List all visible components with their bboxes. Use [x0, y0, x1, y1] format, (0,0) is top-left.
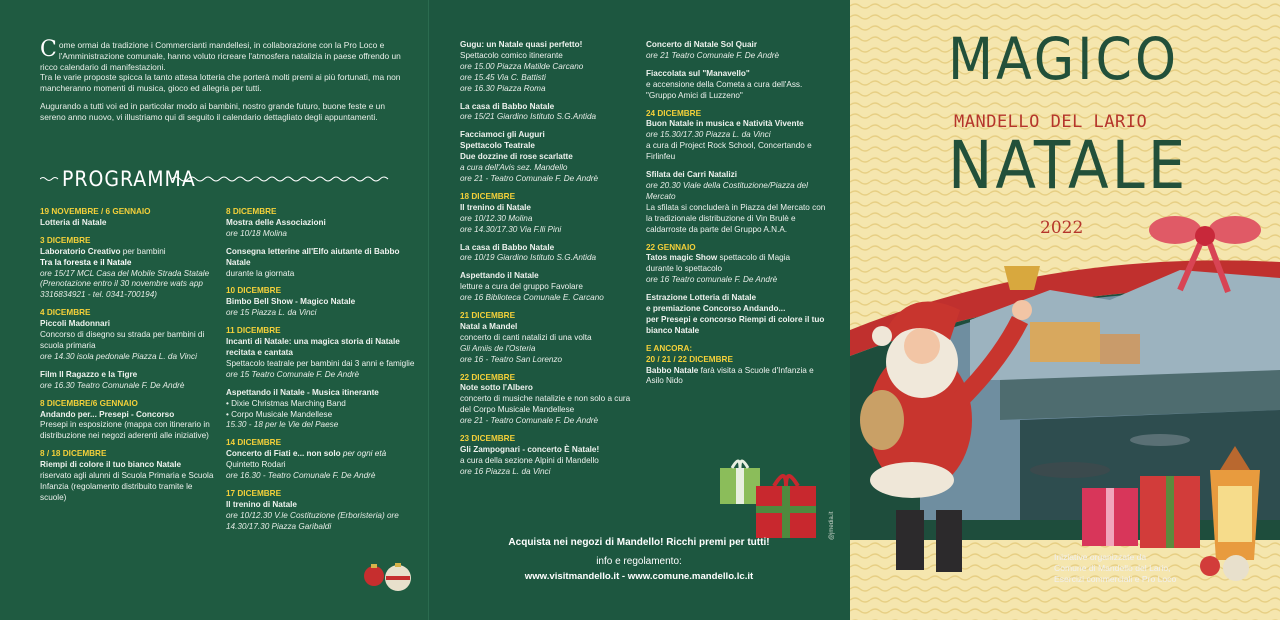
program-event [226, 388, 416, 432]
program-event [40, 449, 220, 504]
event-date: 19 NOVEMBRE / 6 GENNAIO [40, 207, 151, 216]
event-description: durante lo spettacolo [646, 264, 723, 274]
programma-heading [40, 166, 400, 192]
event-title-line [646, 170, 826, 181]
program-event [226, 438, 416, 482]
event-title-suffix: per bambini [120, 246, 166, 256]
event-title-line [40, 460, 220, 471]
event-title-line [460, 102, 640, 113]
event-title: Bimbo Bell Show - Magico Natale [226, 297, 356, 307]
event-description: • Dixie Christmas Marching Band • Corpo Musicale Mandellese [226, 398, 346, 419]
event-time-place: ore 15 Piazza L. da Vinci [226, 308, 317, 318]
event-time-place: ore 10/19 Giardino Istituto S.G.Antida [460, 253, 597, 263]
purchase-footer [428, 537, 850, 582]
event-title-line [460, 40, 640, 51]
intro-text [40, 37, 402, 129]
event-title-line [646, 253, 826, 264]
event-time-place: ore 10/12.30 Molina ore 14.30/17.30 Via F.lli Pini [460, 213, 562, 234]
event-time-place: ore 21 - Teatro Comunale F. De Andrè [460, 416, 599, 426]
event-date: 24 DICEMBRE [646, 108, 702, 118]
event-description: e accensione della Cometa a cura dell'Ass. "Gruppo Amici di Luzzeno" [646, 79, 803, 100]
event-time-place: ore 10/12.30 V.le Costituzione (Erboristeria) ore 14.30/17.30 Piazza Garibaldi [226, 510, 399, 531]
event-title: Concerto di Fiati e... non solo [226, 449, 341, 459]
program-column-c [460, 40, 640, 485]
event-title: Piccoli Madonnari [40, 319, 111, 329]
dropcap: C [40, 37, 57, 62]
event-time-place: ore 15 Teatro Comunale F. De Andrè [226, 369, 360, 379]
intro-paragraph-1b: Tra le varie proposte spicca la tanto attesa lotteria che porterà molti premi ai più fortunati, ma non mancheranno momenti di musica, gioco ed allegria per tutti. [40, 72, 401, 93]
gift-boxes-icon [716, 456, 826, 540]
event-date: 23 DICEMBRE [460, 434, 516, 444]
event-description: Concorso di disegno su strada per bambini di scuola primaria [40, 330, 205, 350]
program-event [460, 271, 640, 304]
event-time-place: ore 10/18 Molina [226, 228, 287, 238]
event-title-line [40, 370, 220, 381]
ornaments-icon [360, 556, 420, 596]
event-time-place: Gli Amiis de l'Osteria ore 16 - Teatro San Lorenzo [460, 343, 563, 364]
event-title-line [226, 337, 416, 359]
event-title: Fiaccolata sul "Manavello" [646, 68, 750, 78]
event-date: 8 / 18 DICEMBRE [40, 449, 107, 459]
event-time-place: ore 21 Teatro Comunale F. De Andrè [646, 50, 780, 60]
event-date: 3 DICEMBRE [40, 235, 91, 245]
program-event [646, 243, 826, 287]
event-title: Babbo Natale [646, 365, 699, 375]
event-time-place: ore 15/17 MCL Casa del Mobile Strada Statale (Prenotazione entro il 30 novembre wats app 3316834921 - tel. 0341-700194) [40, 268, 210, 300]
programma-title: PROGRAMMA [62, 167, 196, 191]
event-date: 21 DICEMBRE [460, 311, 516, 321]
event-title: Aspettando il Natale [460, 271, 539, 281]
event-title: Laboratorio Creativo [40, 246, 121, 256]
event-description: a cura della sezione Alpini di Mandello [460, 455, 599, 465]
event-time-place: a cura dell'Avis sez. Mandello ore 21 - Teatro Comunale F. De Andrè [460, 163, 599, 183]
event-description: Spettacolo comico itinerante [460, 50, 563, 60]
program-column-d [646, 40, 826, 394]
event-time-place: ore 16.30 Teatro Comunale F. De Andrè [40, 380, 185, 390]
footer-websites[interactable]: www.visitmandello.it - www.comune.mandello.lc.it [524, 571, 754, 582]
event-description: riservato agli alunni di Scuola Primaria e Scuola Infanzia (regolamento distribuito tramite le scuole) [40, 471, 214, 502]
event-title-line [646, 40, 826, 51]
event-title: Incanti di Natale: una magica storia di Natale recitata e cantata [226, 337, 400, 357]
event-time-place: ore 15.00 Piazza Matilde Carcano ore 15.45 Via C. Battisti ore 16.30 Piazza Roma [460, 61, 584, 93]
cover-subtitle: MANDELLO DEL LARIO [954, 112, 1148, 132]
event-time-place: ore 15.30/17.30 Piazza L. da Vinci [646, 130, 771, 140]
event-description: La sfilata si concluderà in Piazza del Mercato con la tradizionale distribuzione di Vin Brulè e caldarroste da parte del Gruppo A.N.A. [646, 202, 826, 234]
footer-slogan: Acquista nei negozi di Mandello! Ricchi premi per tutti! [508, 537, 770, 548]
event-time-place: ore 16 Teatro comunale F. De Andrè [646, 275, 778, 285]
program-event [226, 207, 416, 240]
event-title-line [460, 271, 640, 282]
event-time-place: 15.30 - 18 per le Vie del Paese [226, 420, 339, 430]
event-title-suffix: per ogni età [340, 449, 387, 459]
event-date: E ANCORA: 20 / 21 / 22 DICEMBRE [646, 343, 733, 364]
event-title: Aspettando il Natale - Musica itinerante [226, 387, 379, 397]
organizers-note: Iniziative organizzate da Comune di Mandello del Lario, Esercizi commerciali e Pro Loco [1054, 552, 1177, 585]
event-description: concerto di canti natalizi di una volta [460, 332, 592, 342]
event-date: 22 DICEMBRE [460, 372, 516, 382]
program-event [460, 192, 640, 236]
event-title: Estrazione Lotteria di Natale e premiazione Concorso Andando... per Presepi e concorso Riempi di colore il tuo bianco Natale [646, 293, 825, 335]
santa-lake-illustration [850, 0, 1280, 620]
event-description: concerto di musiche natalizie e non solo a cura del Corpo Musicale Mandellese [460, 394, 631, 415]
program-event [40, 236, 220, 301]
event-date: 8 DICEMBRE/6 GENNAIO [40, 398, 138, 408]
footer-info-label: info e regolamento: [596, 556, 682, 567]
event-date: 4 DICEMBRE [40, 308, 91, 318]
event-title-line [460, 243, 640, 254]
event-title: Mostra delle Associazioni [226, 217, 326, 227]
event-time-place: ore 16.30 - Teatro Comunale F. De Andrè [226, 471, 376, 481]
program-event [646, 69, 826, 102]
event-date: 18 DICEMBRE [460, 191, 516, 201]
event-description: Quintetto Rodari [226, 460, 286, 470]
program-event [40, 370, 220, 392]
event-description: a cura di Project Rock School, Concertando e Firlinfeu [646, 141, 812, 162]
event-title: Consegna letterine all'Elfo aiutante di Babbo Natale [226, 246, 400, 267]
program-event [646, 40, 826, 62]
intro-paragraph-2: Augurando a tutti voi ed in particolar modo ai bambini, nostro grande futuro, buone feste e un sereno anno nuovo, vi illustriamo qui di seguito il calendario dettagliato degli appuntamenti. [40, 100, 385, 122]
event-date: 8 DICEMBRE [226, 207, 277, 216]
event-subtitle: Tra la foresta e il Natale [40, 257, 132, 267]
event-description: Presepi in esposizione (mappa con itinerario in distribuzione nei negozi aderenti alle iniziative) [40, 420, 210, 441]
program-event [460, 373, 640, 428]
event-title-line [40, 410, 220, 421]
event-time-place: ore 16 Biblioteca Comunale E. Carcano [460, 293, 604, 303]
program-event [460, 40, 640, 95]
event-title-line [226, 297, 416, 308]
event-title: Riempi di colore il tuo bianco Natale [40, 460, 182, 470]
program-event [460, 311, 640, 366]
event-title: La casa di Babbo Natale [460, 101, 555, 111]
event-title: Film Il Ragazzo e la Tigre [40, 369, 138, 379]
program-event [226, 247, 416, 280]
event-time-place: ore 16 Piazza L. da Vinci [460, 466, 551, 476]
event-title-line [226, 449, 416, 460]
cover-title-natale: NATALE [948, 127, 1189, 204]
program-event [226, 489, 416, 533]
event-title: Sfilata dei Carri Natalizi [646, 170, 738, 180]
intro-panel [0, 0, 428, 620]
event-title: Il trenino di Natale [460, 202, 531, 212]
cover-year: 2022 [1040, 218, 1084, 238]
program-event [40, 308, 220, 363]
event-title-line [646, 69, 826, 80]
event-title-line [460, 203, 640, 214]
event-title-line [226, 247, 416, 269]
event-title: Il trenino di Natale [226, 499, 297, 509]
event-title-line [646, 293, 826, 337]
program-event [646, 170, 826, 235]
event-date: 11 DICEMBRE [226, 326, 281, 336]
event-title-line [460, 383, 640, 394]
event-title-line [646, 119, 826, 130]
event-title-line [226, 218, 416, 229]
program-column-b [226, 207, 416, 540]
event-title-line [460, 130, 640, 163]
program-event [460, 130, 640, 185]
program-event [646, 344, 826, 388]
event-description: Spettacolo teatrale per bambini dai 3 anni e famiglie [226, 358, 415, 368]
event-title: Natal a Mandel [460, 321, 518, 331]
event-title: Gli Zampognari - concerto È Natale! [460, 445, 600, 454]
event-time-place: ore 20.30 Viale della Costituzione/Piazza del Mercato [646, 180, 808, 201]
event-date: 22 GENNAIO [646, 242, 696, 252]
program-event [40, 399, 220, 443]
event-title-line [40, 218, 220, 229]
program-event [646, 293, 826, 337]
program-column-a [40, 207, 220, 511]
event-title: Andando per... Presepi - Concorso [40, 409, 175, 419]
cover-panel [850, 0, 1280, 620]
event-title: La casa di Babbo Natale [460, 242, 555, 252]
program-event [646, 109, 826, 164]
event-description: letture a cura del gruppo Favolare [460, 282, 583, 292]
program-event [226, 326, 416, 381]
cover-title-magico: MAGICO [948, 25, 1180, 93]
event-title: Buon Natale in musica e Natività Vivente [646, 119, 804, 129]
event-title: Facciamoci gli Auguri Spettacolo Teatrale Due dozzine di rose scarlatte [460, 130, 573, 162]
program-event [226, 286, 416, 319]
event-title: Gugu: un Natale quasi perfetto! [460, 40, 583, 49]
credit-watermark: @jmedia.it [829, 511, 835, 540]
event-time-place: ore 14.30 isola pedonale Piazza L. da Vinci [40, 351, 197, 361]
event-date: 17 DICEMBRE [226, 488, 282, 498]
event-date: 10 DICEMBRE [226, 286, 282, 296]
event-title-line [226, 500, 416, 511]
program-event [460, 243, 640, 265]
event-title-line [40, 247, 220, 258]
event-title-line [460, 445, 640, 456]
program-event [40, 207, 220, 229]
event-title-line [460, 322, 640, 333]
event-title: Note sotto l'Albero [460, 383, 533, 393]
event-title: Concerto di Natale Sol Quair [646, 40, 758, 49]
event-title-line [40, 319, 220, 330]
event-description: durante la giornata [226, 268, 295, 278]
event-title: Lotteria di Natale [40, 217, 107, 227]
event-title-suffix: spettacolo di Magia [717, 253, 791, 263]
event-title: Tatos magic Show [646, 253, 718, 263]
event-title-line [226, 388, 416, 399]
event-title-suffix: farà visita a Scuole d'Infanzia e Asilo Nido [646, 365, 814, 386]
program-event [460, 434, 640, 478]
event-title-line [646, 366, 826, 388]
program-event [460, 102, 640, 124]
event-date: 14 DICEMBRE [226, 438, 282, 448]
event-time-place: ore 15/21 Giardino Istituto S.G.Antida [460, 112, 597, 122]
intro-paragraph-1: ome ormai da tradizione i Commercianti mandellesi, in collaborazione con la Pro Loco e l'Amministrazione comunale, hanno voluto ricreare l'atmosfera natalizia in paese offrendo un ricco calendario di manifestazioni. [40, 40, 401, 72]
